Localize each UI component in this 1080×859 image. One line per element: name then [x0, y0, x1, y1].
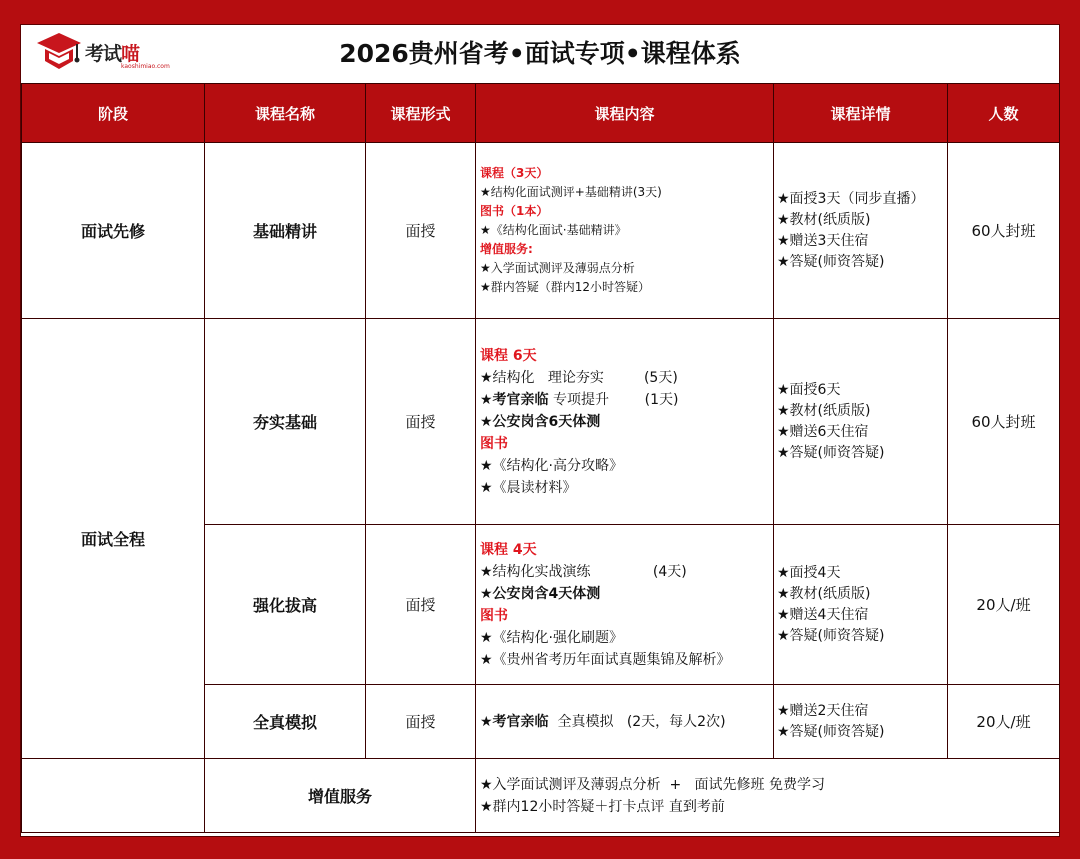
course-details: ★面授6天 ★教材(纸质版) ★赠送6天住宿 ★答疑(师资答疑) [774, 319, 948, 525]
course-table [21, 83, 1060, 833]
course-name: 全真模拟 [205, 685, 366, 759]
course-form: 面授 [366, 525, 476, 685]
empty-stage-cell [22, 759, 205, 833]
course-details: ★面授3天（同步直播） ★教材(纸质版) ★赠送3天住宿 ★答疑(师资答疑) [774, 143, 948, 319]
header-course-details: 课程详情 [774, 84, 948, 143]
stage-cell: 面试先修 [22, 143, 205, 319]
capacity: 60人封班 [948, 143, 1060, 319]
table-row [22, 319, 1060, 525]
course-content: 课程 4天 ★结构化实战演练 (4天) ★公安岗含4天体测 图书 ★《结构化·强化刷题》 ★《贵州省考历年面试真题集锦及解析》 [476, 525, 774, 685]
page-title: 2026贵州省考•面试专项•课程体系 [339, 39, 741, 68]
course-details: ★赠送2天住宿 ★答疑(师资答疑) [774, 685, 948, 759]
header-stage: 阶段 [22, 84, 205, 143]
course-details: ★面授4天 ★教材(纸质版) ★赠送4天住宿 ★答疑(师资答疑) [774, 525, 948, 685]
header-capacity: 人数 [948, 84, 1060, 143]
header-course-form: 课程形式 [366, 84, 476, 143]
brand-name: 考试喵 [85, 43, 140, 65]
value-added-content: ★入学面试测评及薄弱点分析 + 面试先修班 免费学习 ★群内12小时答疑＋打卡点评 直到考前 [476, 759, 1060, 833]
brand-url: kaoshimiao.com [121, 63, 170, 70]
course-form: 面授 [366, 143, 476, 319]
course-name: 夯实基础 [205, 319, 366, 525]
course-name: 基础精讲 [205, 143, 366, 319]
value-added-label: 增值服务 [205, 759, 476, 833]
header-row [22, 84, 1060, 143]
stage-cell: 面试全程 [22, 319, 205, 759]
title-bar [21, 25, 1059, 85]
course-form: 面授 [366, 685, 476, 759]
capacity: 20人/班 [948, 685, 1060, 759]
table-row [22, 143, 1060, 319]
course-sheet [20, 24, 1060, 837]
header-course-content: 课程内容 [476, 84, 774, 143]
course-form: 面授 [366, 319, 476, 525]
course-content: 课程 6天 ★结构化 理论夯实 (5天) ★考官亲临 专项提升 (1天) ★公安岗含6天体测 图书 ★《结构化·高分攻略》 ★《晨读材料》 [476, 319, 774, 525]
capacity: 20人/班 [948, 525, 1060, 685]
capacity: 60人封班 [948, 319, 1060, 525]
header-course-name: 课程名称 [205, 84, 366, 143]
value-added-row [22, 759, 1060, 833]
course-name: 强化拔高 [205, 525, 366, 685]
course-content: ★考官亲临 全真模拟 (2天，每人2次) [476, 685, 774, 759]
course-content: 课程（3天） ★结构化面试测评+基础精讲(3天) 图书（1本） ★《结构化面试·基础精讲》 增值服务: ★入学面试测评及薄弱点分析 ★群内答疑（群内12小时答疑） [476, 143, 774, 319]
